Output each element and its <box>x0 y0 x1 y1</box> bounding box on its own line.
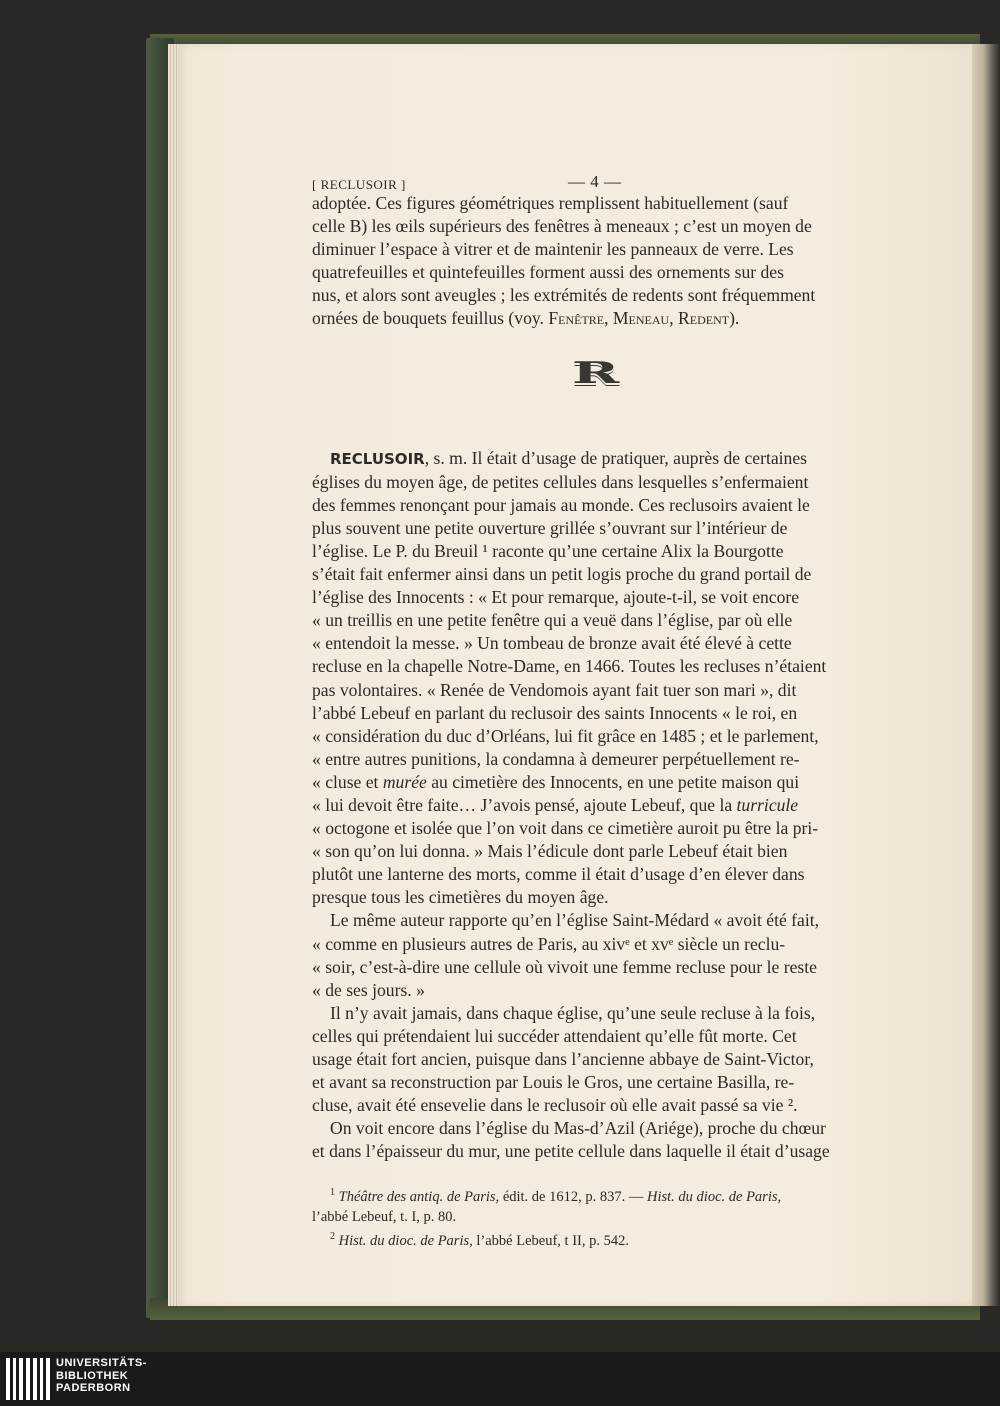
text-line: l’église. Le P. du Breuil ¹ raconte qu’une certaine Alix la Bourgotte <box>312 540 784 561</box>
cross-reference: Fenêtre <box>548 308 605 329</box>
text-line: celles qui prétendaient lui succéder attendaient qu’elle fût morte. Cet <box>312 1025 797 1046</box>
text-fragment: « lui devoit être faite… J’avois pensé, ajoute Lebeuf, que la <box>312 794 737 815</box>
text-line: adoptée. Ces figures géométriques remplissent habituellement (sauf <box>312 193 789 213</box>
text-line: des femmes renonçant pour jamais au monde. Ces reclusoirs avaient le <box>312 494 810 515</box>
text-fragment: ornées de bouquets feuillus (voy. <box>312 308 549 329</box>
text-fragment: l’abbé Lebeuf, t II, p. 542. <box>472 1233 629 1250</box>
text-line: Le même auteur rapporte qu’en l’église Saint-Médard « avoit été fait, <box>330 910 820 931</box>
text-fragment: ). <box>729 308 740 329</box>
paragraph-single-recluse <box>312 1002 882 1117</box>
text-line: presque tous les cimetières du moyen âge. <box>312 887 609 908</box>
text-line: ornées de bouquets feuillus (voy. Fenêtre, Meneau, Redent). <box>312 308 740 329</box>
text-line: et dans l’épaisseur du mur, une petite cellule dans laquelle il était d’usage <box>312 1141 830 1162</box>
library-footer-bar <box>0 1352 1000 1406</box>
text-line: diminuer l’espace à vitrer et de maintenir les panneaux de verre. Les <box>312 239 794 260</box>
logo-line: UNIVERSITÄTS- <box>56 1357 147 1369</box>
text-line: quatrefeuilles et quintefeuilles forment aussi des ornements sur des <box>312 262 784 283</box>
text-line: et avant sa reconstruction par Louis le Gros, une certaine Basilla, re- <box>312 1072 795 1093</box>
running-head <box>312 170 882 192</box>
italic-word: murée <box>382 771 427 792</box>
text-line: plus souvent une petite ouverture grillée s’ouvrant sur l’intérieur de <box>312 517 788 538</box>
paragraph-saint-medard <box>312 909 882 1001</box>
text-line: « de ses jours. » <box>312 979 425 1000</box>
text-line: nus, et alors sont aveugles ; les extrémités de redents sont fréquemment <box>312 285 816 306</box>
italic-title: Hist. du dioc. de Paris, <box>338 1233 473 1250</box>
footnote-2 <box>312 1227 882 1251</box>
text-fragment: , s. m. Il était d’usage de pratiquer, auprès de certaines <box>424 447 807 468</box>
footnote-mark: 1 <box>330 1187 335 1199</box>
text-line: l’église des Innocents : « Et pour remarque, ajoute-t-il, se voit encore <box>312 587 800 608</box>
text-line: « comme en plusieurs autres de Paris, au xivᵉ et xvᵉ siècle un reclu- <box>312 933 786 954</box>
text-line: usage était fort ancien, puisque dans l’ancienne abbaye de Saint-Victor, <box>312 1049 814 1069</box>
page-content <box>312 170 882 1251</box>
text-line: « entendoit la messe. » Un tombeau de bronze avait été élevé à cette <box>312 633 792 654</box>
text-line: l’abbé Lebeuf en parlant du reclusoir des saints Innocents « le roi, en <box>312 702 798 723</box>
text-line <box>312 447 882 471</box>
section-letter-ornament <box>312 357 882 417</box>
text-line: On voit encore dans l’église du Mas-d’Azil (Ariége), proche du chœur <box>330 1118 826 1139</box>
cross-reference: Meneau <box>612 308 670 329</box>
cross-reference: Redent <box>678 308 730 329</box>
footnotes <box>312 1183 882 1251</box>
text-line: « considération du duc d’Orléans, lui fit grâce en 1485 ; et le parlement, <box>312 725 819 746</box>
running-head-section: [ RECLUSOIR ] <box>312 177 406 192</box>
text-fragment: « cluse et <box>312 771 383 792</box>
entry-headword: RECLUSOIR <box>330 449 425 468</box>
ornament-letter: R <box>571 355 623 391</box>
library-logo-text <box>56 1357 147 1395</box>
footnote-1 <box>312 1183 882 1207</box>
text-line: s’était fait enfermer ainsi dans un petit logis proche du grand portail de <box>312 564 812 585</box>
italic-title: Hist. du dioc. de Paris, <box>647 1189 782 1206</box>
page-number: — 4 — <box>568 172 622 191</box>
text-line: « soir, c’est-à-dire une cellule où vivoit une femme recluse pour le reste <box>312 956 817 977</box>
text-fragment: au cimetière des Innocents, en une petite maison qui <box>426 771 800 792</box>
text-line: « entre autres punitions, la condamna à demeurer perpétuellement re- <box>312 748 800 769</box>
text-line: celle B) les œils supérieurs des fenêtres à meneaux ; c’est un moyen de <box>312 216 812 237</box>
text-line: cluse, avait été ensevelie dans le reclusoir où elle avait passé sa vie ². <box>312 1095 798 1116</box>
text-line: Il n’y avait jamais, dans chaque église, qu’une seule recluse à la fois, <box>330 1002 816 1023</box>
logo-line: BIBLIOTHEK <box>56 1369 129 1382</box>
text-line <box>312 771 882 794</box>
footnote-mark: 2 <box>330 1231 335 1243</box>
italic-title: Théâtre des antiq. de Paris, <box>338 1189 500 1206</box>
text-line: plutôt une lanterne des morts, comme il était d’usage d’en élever dans <box>312 864 805 885</box>
text-line: pas volontaires. « Renée de Vendomois ayant fait tuer son mari », dit <box>312 679 797 700</box>
text-line: églises du moyen âge, de petites cellules dans lesquelles s’enfermaient <box>312 471 809 492</box>
italic-word: turricule <box>736 794 799 815</box>
entry-paragraph <box>312 447 882 910</box>
text-line <box>312 794 882 817</box>
text-line: « un treillis en une petite fenêtre qui a veuë dans l’église, par où elle <box>312 610 793 631</box>
text-fragment: édit. de 1612, p. 837. — <box>499 1189 647 1206</box>
library-logo-icon <box>6 1358 50 1400</box>
page-right-gutter <box>972 44 1000 1306</box>
intro-paragraph <box>312 192 882 331</box>
text-line: « son qu’on lui donna. » Mais l’édicule dont parle Lebeuf était bien <box>312 841 788 862</box>
text-line: « octogone et isolée que l’on voit dans ce cimetière auroit pu être la pri- <box>312 818 819 839</box>
paragraph-mas-d-azil <box>312 1117 882 1163</box>
text-line: recluse en la chapelle Notre-Dame, en 1466. Toutes les recluses n’étaient <box>312 656 827 677</box>
logo-line: PADERBORN <box>56 1382 131 1394</box>
footnote-1-continuation: l’abbé Lebeuf, t. I, p. 80. <box>312 1209 457 1226</box>
